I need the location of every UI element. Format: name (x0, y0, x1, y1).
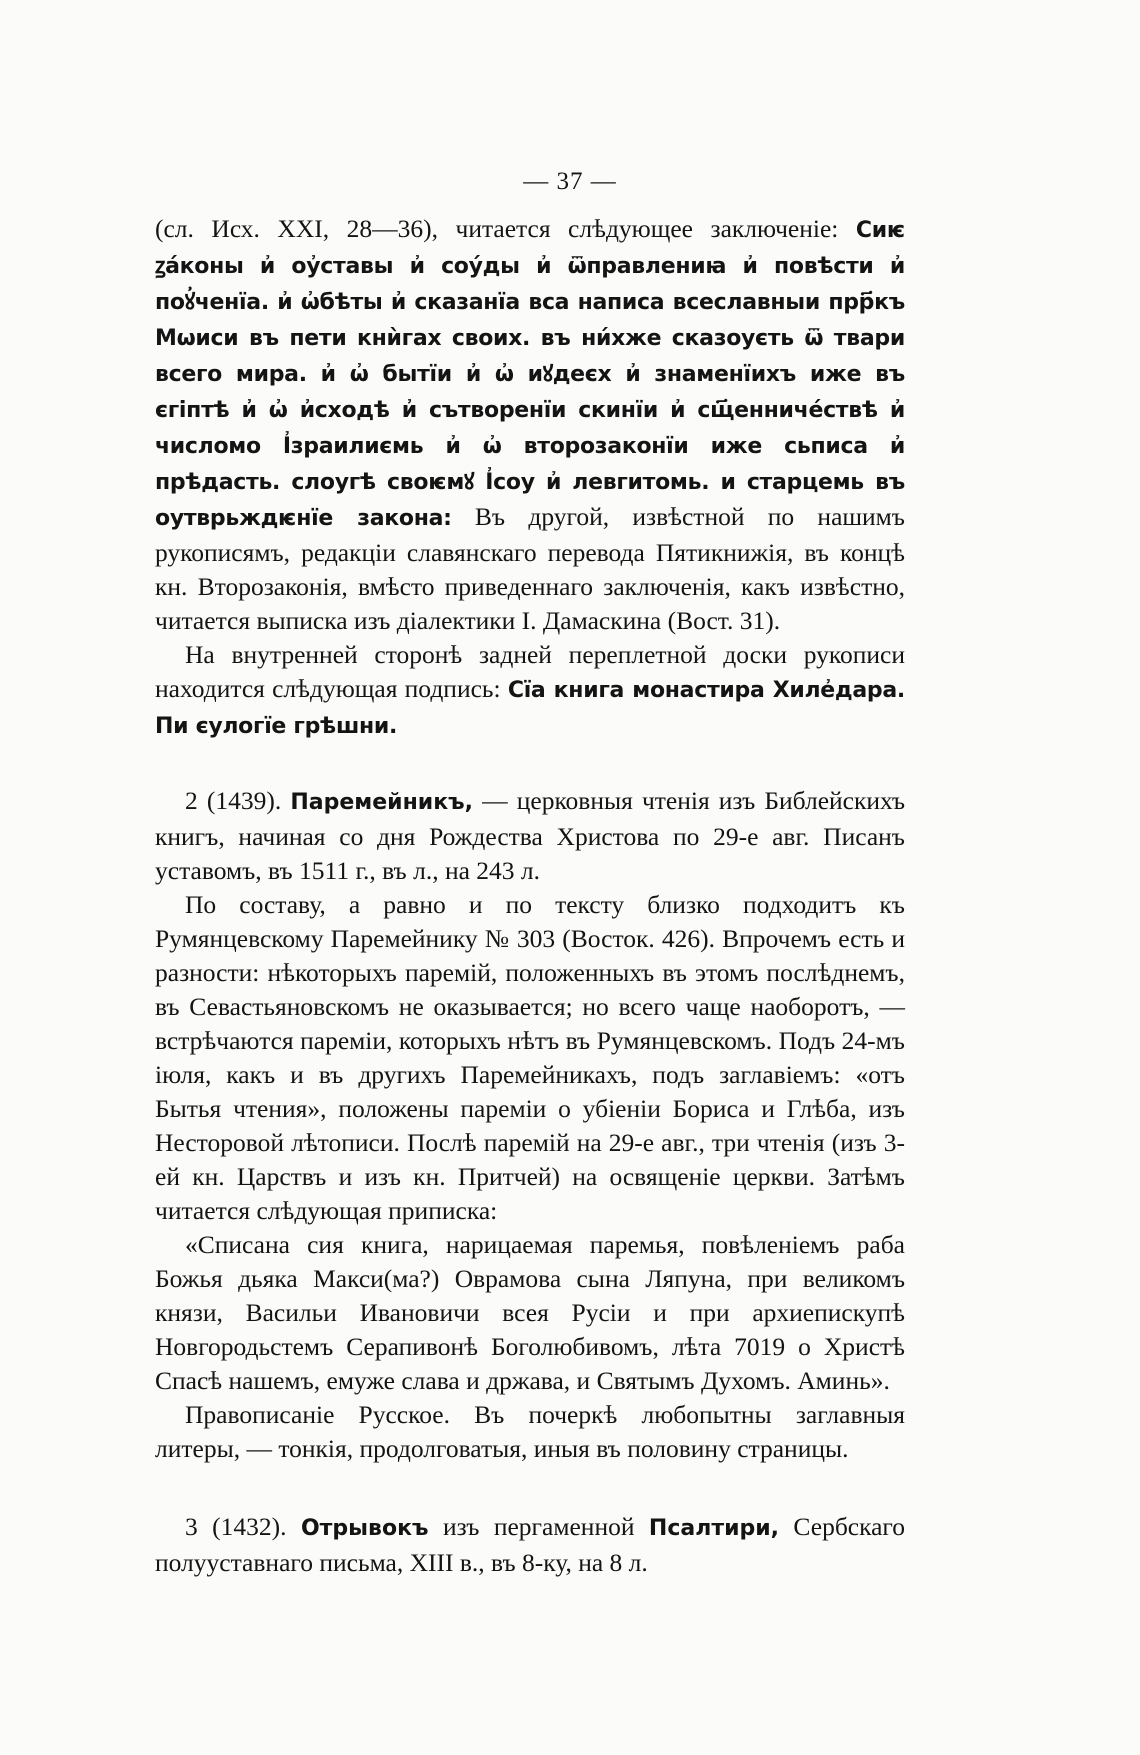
entry-term: Паремейникъ, (290, 790, 474, 815)
paragraph-orthography: Правописаніе Русское. Въ почеркѣ любопытны заглавныя литеры, — тонкія, продолговатыя, иныя въ половину страницы. (155, 1400, 905, 1463)
entry-number: 2 (1439). (185, 786, 291, 815)
paragraph-text: изъ пергаменной (428, 1512, 649, 1541)
slavonic-quote: Сиѥ ꙁа́коны и҆ оу҆ставы и҆ соу́ды и҆ ѿправлениꙗ и҆ повѣсти и҆ поꙋ҆ченїа. и҆ ѡ҆бѣты и҆ сказанїа вса написа всеславныи прр҃къ Мѡиси въ пети кнѝгах своих. въ ни́хже сказоуєть ѿ твари всего мира. и҆ ѡ҆ бытїи и҆ ѡ҆ иꙋдеєх и҆ знаменїихъ иже въ єгіптѣ и҆ ѡ҆ и҆сходѣ и҆ сътворенїи скинїи и҆ сщ҃енниче́ствѣ и҆ числомо І҆зраилиємь и҆ ѡ҆ второзаконїи иже сьписа и҆ прѣдасть. слоугѣ своѥмꙋ І҆соу и҆ левгитомь. и старцемь въ оутврьждѥнїе закона: (155, 218, 905, 531)
entry-number: 3 (1432). (185, 1512, 301, 1541)
entry-1432 (155, 1510, 905, 1580)
paragraph-text: Сербскаго полууставнаго письма, XIII в., въ 8-ку, на 8 л. (155, 1512, 906, 1577)
paragraph-text: (сл. Исх. XXI, 28—36), читается слѣдующее заключеніе: (155, 214, 856, 243)
entry-term: Псалтири, (648, 1516, 780, 1541)
paragraph-quote: «Списана сия книга, нарицаемая паремья, повѣленіемъ раба Божья дьяка Макси(ма?) Оврамова сына Ляпуна, при великомъ князи, Васильи Ивановичи всея Русіи и при архиепискупѣ Новгородьстемъ Серапивонѣ Боголюбивомъ, лѣта 7019 о Христѣ Спасѣ нашемъ, емуже слава и држава, и Святымъ Духомъ. Аминь». (155, 1230, 905, 1395)
paragraph-text: Въ другой, извѣстной по нашимъ рукописямъ, редакціи славянскаго перевода Пятикнижія, въ концѣ кн. Второзаконія, вмѣсто приведеннаго заключенія, какъ извѣстно, читается выписка изъ діалектики І. Дамаскина (Вост. 31). (155, 502, 905, 635)
page-number: — 37 — (523, 168, 617, 195)
paragraph-text: — церковныя чтенія изъ Библейскихъ книгъ, начиная со дня Рождества Христова по 29-е авг. Писанъ уставомъ, въ 1511 г., въ л., на 243 л. (155, 786, 905, 885)
paragraph-conclusion (155, 212, 905, 638)
entry-term: Отрывокъ (300, 1516, 429, 1541)
paragraph-composition: По составу, а равно и по тексту близко подходитъ къ Румянцевскому Паремейнику № 303 (Восток. 426). Впрочемъ есть и разности: нѣкоторыхъ паремій, положенныхъ въ этомъ послѣднемъ, въ Севастьяновскомъ не оказывается; но всего чаще наоборотъ, — встрѣчаются пареміи, которыхъ нѣтъ въ Румянцевскомъ. Подъ 24-мъ іюля, какъ и въ другихъ Паремейникахъ, подъ заглавіемъ: «отъ Бытья чтения», положены пареміи о убіеніи Бориса и Глѣба, изъ Несторовой лѣтописи. Послѣ паремій на 29-е авг., три чтенія (изъ 3-ей кн. Царствъ и изъ кн. Притчей) на освященіе церкви. Затѣмъ читается слѣдующая приписка: (155, 890, 905, 1225)
slavonic-inscription: Сїа книга монастира Хиле҆дара. Пи єулогїе грѣшни. (155, 678, 905, 739)
body-text (155, 212, 905, 1580)
entry-1439 (155, 784, 905, 888)
paragraph-inscription (155, 638, 905, 744)
paragraph-text: На внутренней сторонѣ задней переплетной доски рукописи находится слѣдующая подпись: (155, 640, 905, 703)
